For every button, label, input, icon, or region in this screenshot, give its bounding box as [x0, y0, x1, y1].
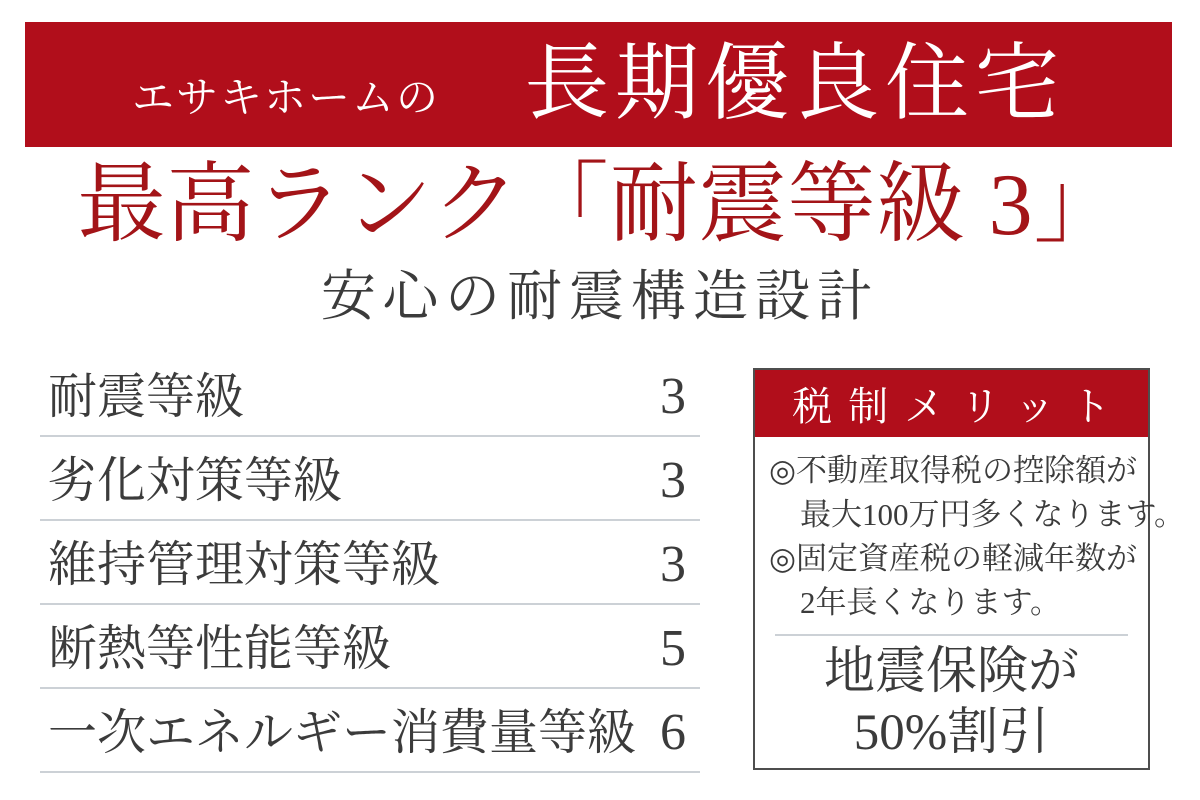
header-banner: [25, 22, 1172, 147]
table-row: [40, 521, 700, 605]
table-row: [40, 437, 700, 521]
table-row: [40, 353, 700, 437]
highlight-line: 地震保険が: [823, 644, 1079, 700]
tax-bullet-line: ◎不動産取得税の控除額が: [769, 453, 1138, 488]
rating-value: 3: [660, 452, 686, 509]
rating-value: 3: [660, 368, 686, 425]
rating-value: 3: [660, 536, 686, 593]
highlight-line: 50%割引: [853, 705, 1050, 761]
rating-value: 5: [660, 620, 686, 677]
tax-bullet-line: 2年長くなります。: [800, 585, 1062, 620]
rating-label: 維持管理対策等級: [48, 537, 441, 592]
tax-bullet-list: [769, 449, 1186, 625]
subtitle-structure-design: 安心の耐震構造設計: [320, 266, 879, 327]
tax-box-body: [755, 437, 1186, 764]
rating-label: 一次エネルギー消費量等級: [48, 705, 637, 760]
tax-bullet-line: 最大100万円多くなります。: [800, 497, 1186, 532]
rating-label: 劣化対策等級: [48, 453, 343, 508]
banner-title: 長期優良住宅: [525, 38, 1066, 131]
rating-value: 6: [660, 704, 686, 761]
rating-label: 断熱等性能等級: [48, 621, 392, 676]
ratings-table: [40, 353, 700, 773]
table-row: [40, 605, 700, 689]
tax-bullet-line: ◎固定資産税の軽減年数が: [769, 541, 1138, 576]
banner-company-prefix: エサキホームの: [131, 76, 440, 122]
divider: [775, 634, 1128, 636]
tax-benefits-box: [753, 368, 1186, 770]
rating-label: 耐震等級: [48, 369, 245, 424]
table-row: [40, 689, 700, 773]
earthquake-insurance-highlight: [769, 642, 1134, 764]
headline-seismic-grade: 最高ランク「耐震等級 3」: [77, 157, 1123, 254]
tax-box-title: 税制メリット: [755, 370, 1148, 437]
